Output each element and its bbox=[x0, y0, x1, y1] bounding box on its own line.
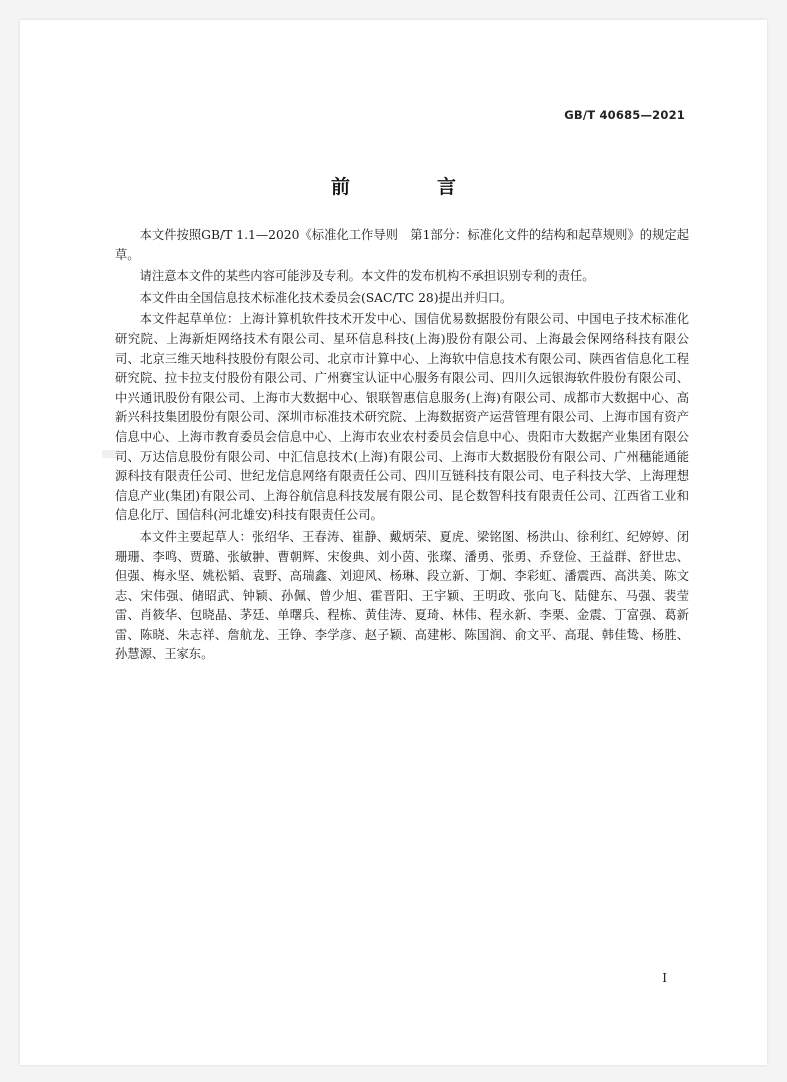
page-number: I bbox=[662, 971, 667, 985]
document-page bbox=[20, 20, 767, 1065]
standard-code: GB/T 40685—2021 bbox=[564, 108, 685, 122]
paragraph-drafting-rules: 本文件按照GB/T 1.1—2020《标准化工作导则 第1部分：标准化文件的结构和起草规则》的规定起草。 bbox=[115, 228, 689, 262]
paragraph-patent-notice: 请注意本文件的某些内容可能涉及专利。本文件的发布机构不承担识别专利的责任。 bbox=[139, 269, 595, 284]
paragraph-drafters: 本文件主要起草人：张绍华、王春涛、崔静、戴炳荣、夏虎、梁铭图、杨洪山、徐利红、纪婷婷、闭珊珊、李鸣、贾璐、张敏翀、曹朝辉、宋俊典、刘小茵、张璨、潘勇、张勇、乔登俭、王益群、舒世忠、但强、梅永坚、姚松韬、袁野、高瑞鑫、刘迎风、杨琳、段立新、丁炯、李彩虹、潘震西、高洪美、陈文志、宋伟强、储昭武、钟颖、孙佩、曾少旭、霍晋阳、王宇颖、王明政、张向飞、陆健东、马强、裴莹雷、肖筱华、包晓晶、茅廷、单曙兵、程栋、黄佳涛、夏琦、林伟、程永新、李栗、金震、丁富强、葛新雷、陈晓、朱志祥、詹航龙、王铮、李学彦、赵子颖、高建彬、陈国润、俞文平、高琨、韩佳鸷、杨胜、孙慧源、王家东。 bbox=[115, 529, 689, 662]
paragraph-drafting-units: 本文件起草单位：上海计算机软件技术开发中心、国信优易数据股份有限公司、中国电子技术标准化研究院、上海新炬网络技术有限公司、星环信息科技(上海)股份有限公司、上海最会保网络科技有限公司、北京三维天地科技股份有限公司、北京市计算中心、上海软中信息技术有限公司、陕西省信息化工程研究院、拉卡拉支付股份有限公司、广州赛宝认证中心服务有限公司、四川久远银海软件股份有限公司、中兴通讯股份有限公司、上海市大数据中心、银联智惠信息服务(上海)有限公司、成都市大数据中心、高新兴科技集团股份有限公司、深圳市标准技术研究院、上海数据资产运营管理有限公司、上海市国有资产信息中心、上海市教育委员会信息中心、上海市农业农村委员会信息中心、贵阳市大数据产业集团有限公司、万达信息股份有限公司、中汇信息技术(上海)有限公司、上海市大数据股份有限公司、广州穗能通能源科技有限责任公司、世纪龙信息网络有限责任公司、四川互链科技有限公司、电子科技大学、上海理想信息产业(集团)有限公司、上海谷航信息科技发展有限公司、昆仑数智科技有限责任公司、江西省工业和信息化厅、国信科(河北雄安)科技有限责任公司。 bbox=[115, 312, 689, 523]
foreword-body bbox=[115, 226, 689, 667]
page-title: 前 言 bbox=[330, 176, 490, 198]
paragraph-proposer: 本文件由全国信息技术标准化技术委员会(SAC/TC 28)提出并归口。 bbox=[139, 290, 513, 305]
